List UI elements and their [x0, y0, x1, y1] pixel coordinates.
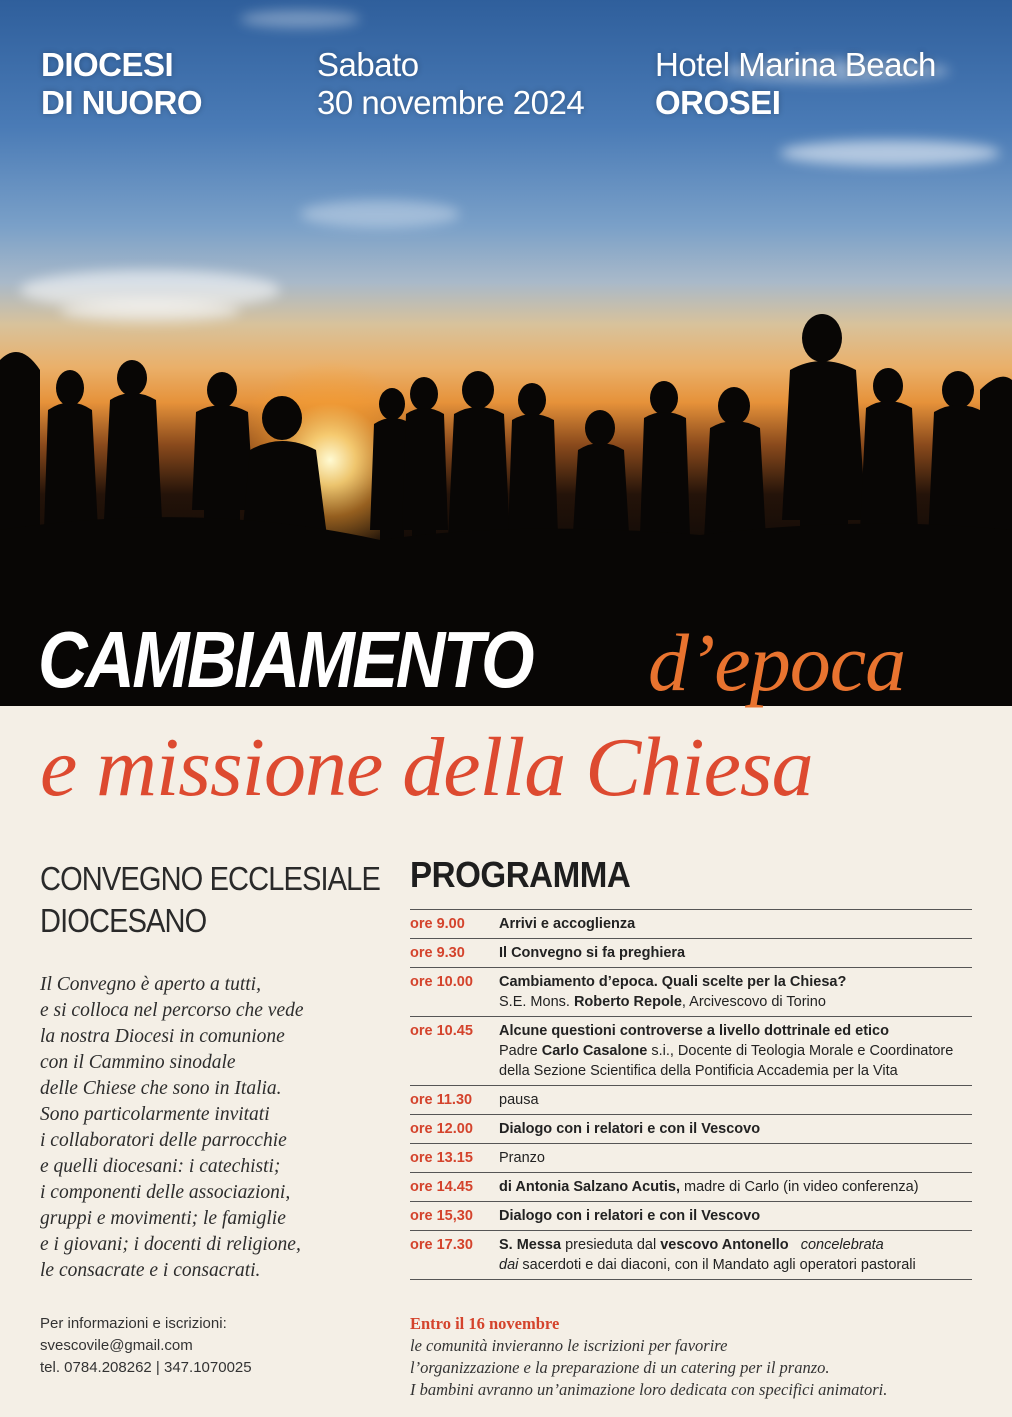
- intro-line: e quelli diocesani: i catechisti;: [40, 1156, 281, 1177]
- header-venue: [655, 46, 936, 122]
- program-row: [410, 1202, 972, 1231]
- program-italic: concelebrata: [788, 1237, 884, 1253]
- title-line2: e missione della Chiesa: [40, 721, 813, 814]
- program-title: Dialogo con i relatori e con il Vescovo: [499, 1208, 761, 1224]
- intro-line: i collaboratori delle parrocchie: [40, 1130, 287, 1151]
- program-time: ore 15,30: [410, 1208, 473, 1224]
- programma-heading: PROGRAMMA: [410, 854, 631, 895]
- program-row: [410, 1115, 972, 1144]
- hero-photo: [0, 0, 1012, 706]
- intro-line: Sono particolarmente invitati: [40, 1104, 270, 1125]
- program-row: [410, 1231, 972, 1280]
- org-line1: DIOCESI: [41, 46, 174, 83]
- title-word-depoca: d’epoca: [648, 617, 906, 708]
- program-row: [410, 968, 972, 1017]
- program-title: Arrivi e accoglienza: [499, 916, 636, 932]
- intro-line: e si colloca nel percorso che vede: [40, 1000, 304, 1021]
- program-row: [410, 910, 972, 939]
- program-row: [410, 939, 972, 968]
- convegno-line1: CONVEGNO ECCLESIALE: [40, 860, 380, 897]
- deadline-highlight: Entro il 16 novembre: [410, 1314, 560, 1333]
- celebrant-name: vescovo Antonello: [660, 1237, 789, 1253]
- speaker-role: s.i., Docente di Teologia Morale e Coordinatore: [647, 1043, 954, 1059]
- registration-note: [410, 1313, 980, 1401]
- program-title: Pranzo: [499, 1150, 545, 1166]
- intro-line: la nostra Diocesi in comunione: [40, 1026, 285, 1047]
- program-title: Cambiamento d’epoca. Quali scelte per la Chiesa?: [499, 974, 847, 990]
- convegno-line2: DIOCESANO: [40, 902, 207, 939]
- contact-phone[interactable]: tel. 0784.208262 | 347.1070025: [40, 1359, 252, 1376]
- speaker-prefix: S.E. Mons.: [499, 994, 574, 1010]
- speaker-role-cont: della Sezione Scientifica della Pontificia Accademia per la Vita: [499, 1063, 898, 1079]
- intro-line: e i giovani; i docenti di religione,: [40, 1234, 301, 1255]
- intro-text: [40, 972, 370, 1284]
- intro-line: con il Cammino sinodale: [40, 1052, 236, 1073]
- program-detail: presieduta dal: [561, 1237, 661, 1253]
- program-row: [410, 1144, 972, 1173]
- program-row: [410, 1017, 972, 1086]
- program-italic: dai: [499, 1257, 519, 1273]
- program-detail: madre di Carlo (in video conferenza): [680, 1179, 919, 1195]
- program-detail: sacerdoti e dai diaconi, con il Mandato agli operatori pastorali: [518, 1257, 916, 1273]
- note-line3: I bambini avranno un’animazione loro dedicata con specifici animatori.: [410, 1380, 888, 1399]
- program-time: ore 9.30: [410, 945, 465, 961]
- program-title: di Antonia Salzano Acutis,: [499, 1179, 680, 1195]
- note-line2: l’organizzazione e la preparazione di un catering per il pranzo.: [410, 1358, 830, 1377]
- intro-line: le consacrate e i consacrati.: [40, 1260, 261, 1281]
- contact-email[interactable]: svescovile@gmail.com: [40, 1337, 193, 1354]
- program-title: S. Messa: [499, 1237, 562, 1253]
- speaker-role: , Arcivescovo di Torino: [681, 994, 826, 1010]
- program-time: ore 10.45: [410, 1023, 473, 1039]
- speaker-name: Roberto Repole: [573, 994, 682, 1010]
- event-date: 30 novembre 2024: [317, 84, 585, 121]
- program-time: ore 12.00: [410, 1121, 473, 1137]
- program-title: Dialogo con i relatori e con il Vescovo: [499, 1121, 761, 1137]
- speaker-name: Carlo Casalone: [541, 1043, 648, 1059]
- header-date: [317, 46, 584, 122]
- program-time: ore 10.00: [410, 974, 473, 990]
- note-line1: le comunità invieranno le iscrizioni per favorire: [410, 1336, 728, 1355]
- program-time: ore 11.30: [410, 1092, 473, 1108]
- venue-city: OROSEI: [655, 84, 781, 121]
- program-row: [410, 1173, 972, 1202]
- program-time: ore 13.15: [410, 1150, 473, 1166]
- intro-line: delle Chiese che sono in Italia.: [40, 1078, 282, 1099]
- speaker-prefix: Padre: [499, 1043, 542, 1059]
- programma-table: [410, 909, 972, 1280]
- program-title: Alcune questioni controverse a livello dottrinale ed etico: [499, 1023, 889, 1039]
- program-title: pausa: [499, 1092, 539, 1108]
- event-day: Sabato: [317, 46, 419, 83]
- contact-label: Per informazioni e iscrizioni:: [40, 1315, 227, 1332]
- header-organization: [41, 46, 202, 122]
- program-time: ore 17.30: [410, 1237, 473, 1253]
- program-time: ore 9.00: [410, 916, 465, 932]
- convegno-heading: [40, 858, 380, 942]
- org-line2: DI NUORO: [41, 84, 202, 121]
- contact-info: [40, 1313, 252, 1379]
- intro-line: Il Convegno è aperto a tutti,: [40, 974, 261, 995]
- program-time: ore 14.45: [410, 1179, 473, 1195]
- intro-line: i componenti delle associazioni,: [40, 1182, 291, 1203]
- intro-line: gruppi e movimenti; le famiglie: [40, 1208, 286, 1229]
- title-word-cambiamento: CAMBIAMENTO: [38, 615, 532, 704]
- program-title: Il Convegno si fa preghiera: [499, 945, 686, 961]
- venue-name: Hotel Marina Beach: [655, 46, 936, 83]
- program-row: [410, 1086, 972, 1115]
